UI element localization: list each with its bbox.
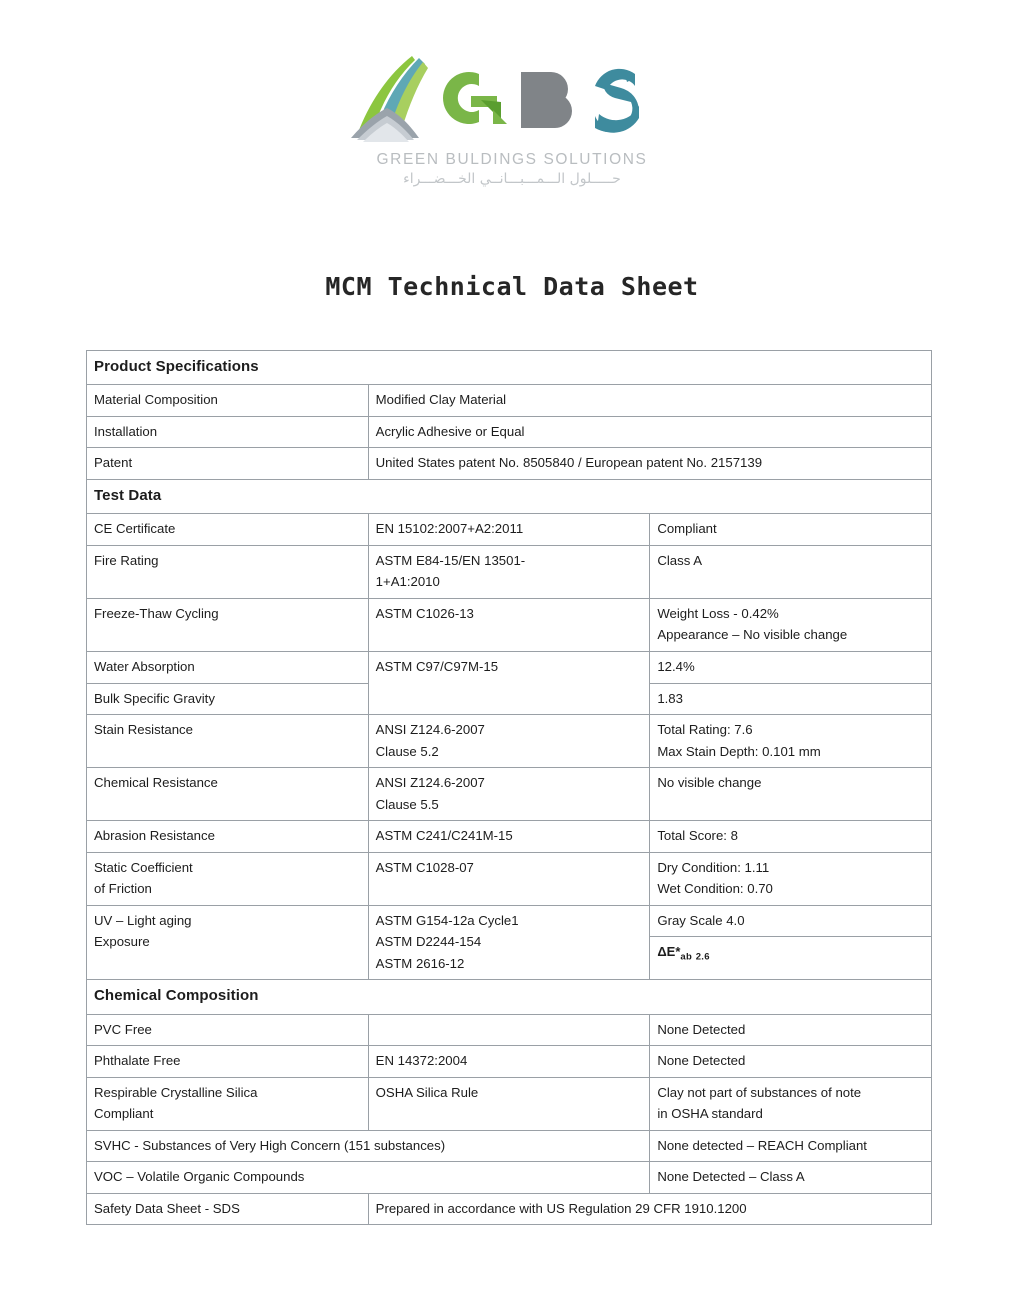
row-result xyxy=(650,852,932,905)
section-heading-product-specifications: Product Specifications xyxy=(87,351,932,385)
row-label: Water Absorption xyxy=(87,652,369,684)
delta-e-value: 2.6 xyxy=(695,951,710,963)
row-label: Abrasion Resistance xyxy=(87,821,369,853)
row-result: No visible change xyxy=(650,768,932,821)
row-standard xyxy=(368,545,650,598)
row-result: None Detected – Class A xyxy=(650,1162,932,1194)
logo-tagline-arabic: حـــــلول الـــمـــبـــانــي الخـــضـــراء xyxy=(403,171,621,187)
label-line: Respirable Crystalline Silica xyxy=(94,1084,258,1100)
section-header-row xyxy=(87,351,932,385)
table-row xyxy=(87,598,932,651)
row-standard: United States patent No. 8505840 / European patent No. 2157139 xyxy=(368,448,931,480)
row-result-split xyxy=(650,905,932,980)
table-row xyxy=(87,715,932,768)
row-label: Installation xyxy=(87,416,369,448)
result-line: Max Stain Depth: 0.101 mm xyxy=(657,743,821,759)
logo-tagline: GREEN BULDINGS SOLUTIONS xyxy=(376,151,648,168)
row-result: 1.83 xyxy=(650,683,932,715)
row-label: Phthalate Free xyxy=(87,1046,369,1078)
row-label xyxy=(87,905,369,980)
row-result: Class A xyxy=(650,545,932,598)
row-standard xyxy=(368,768,650,821)
label-line: Compliant xyxy=(94,1106,154,1122)
label-line: Static Coefficient xyxy=(94,859,193,875)
result-line: in OSHA standard xyxy=(657,1106,763,1122)
row-standard: Prepared in accordance with US Regulation 29 CFR 1910.1200 xyxy=(368,1193,931,1225)
result-line: Clay not part of substances of note xyxy=(657,1084,862,1100)
row-label: Patent xyxy=(87,448,369,480)
row-label: Stain Resistance xyxy=(87,715,369,768)
company-logo xyxy=(0,52,1024,187)
table-row xyxy=(87,448,932,480)
row-standard xyxy=(368,905,650,980)
row-standard: Acrylic Adhesive or Equal xyxy=(368,416,931,448)
row-standard: Modified Clay Material xyxy=(368,385,931,417)
table-row xyxy=(87,1046,932,1078)
row-standard: ASTM C1028-07 xyxy=(368,852,650,905)
table-row xyxy=(87,652,932,684)
row-standard: OSHA Silica Rule xyxy=(368,1077,650,1130)
standard-line: 1+A1:2010 xyxy=(375,574,440,590)
table-row xyxy=(87,545,932,598)
standard-line: ASTM 2616-12 xyxy=(375,955,465,971)
row-standard xyxy=(368,715,650,768)
row-label xyxy=(87,1077,369,1130)
result-line: Dry Condition: 1.11 xyxy=(657,859,770,875)
row-label: PVC Free xyxy=(87,1014,369,1046)
table-row xyxy=(87,1077,932,1130)
row-standard: ASTM C97/C97M-15 xyxy=(368,652,650,715)
row-label: Material Composition xyxy=(87,385,369,417)
standard-line: ANSI Z124.6-2007 xyxy=(375,722,485,738)
row-standard: EN 15102:2007+A2:2011 xyxy=(368,514,650,546)
table-row xyxy=(87,385,932,417)
standard-line: ASTM G154-12a Cycle1 xyxy=(375,912,519,928)
section-header-row xyxy=(87,980,932,1014)
standard-line: ASTM D2244-154 xyxy=(375,934,482,950)
delta-e-subscript: ab xyxy=(680,951,693,963)
page-title: MCM Technical Data Sheet xyxy=(325,272,699,301)
table-row xyxy=(87,768,932,821)
section-header-row xyxy=(87,479,932,513)
gbs-wordmark-icon xyxy=(435,52,675,144)
row-standard xyxy=(368,1014,650,1046)
standard-line: ANSI Z124.6-2007 xyxy=(375,775,485,791)
result-gray-scale: Gray Scale 4.0 xyxy=(650,906,931,938)
result-line: Weight Loss - 0.42% xyxy=(657,605,779,621)
row-result: 12.4% xyxy=(650,652,932,684)
table-row xyxy=(87,821,932,853)
section-heading-test-data: Test Data xyxy=(87,479,932,513)
label-line: of Friction xyxy=(94,881,152,897)
result-delta-e xyxy=(650,937,931,970)
delta-e-symbol: ΔE* xyxy=(657,944,681,960)
row-result: None detected – REACH Compliant xyxy=(650,1130,932,1162)
section-heading-chemical-composition: Chemical Composition xyxy=(87,980,932,1014)
row-result: None Detected xyxy=(650,1046,932,1078)
result-line: Wet Condition: 0.70 xyxy=(657,881,773,897)
table-row xyxy=(87,852,932,905)
row-standard: ASTM C241/C241M-15 xyxy=(368,821,650,853)
row-standard: EN 14372:2004 xyxy=(368,1046,650,1078)
row-label: Freeze-Thaw Cycling xyxy=(87,598,369,651)
logo-mark-row xyxy=(349,52,675,144)
standard-line: ASTM E84-15/EN 13501- xyxy=(375,552,526,568)
row-result xyxy=(650,1077,932,1130)
table-row xyxy=(87,1014,932,1046)
table-row xyxy=(87,416,932,448)
row-label: VOC – Volatile Organic Compounds xyxy=(87,1162,650,1194)
row-label: Chemical Resistance xyxy=(87,768,369,821)
result-line: Appearance – No visible change xyxy=(657,627,848,643)
row-result xyxy=(650,715,932,768)
row-label: Safety Data Sheet - SDS xyxy=(87,1193,369,1225)
table-row xyxy=(87,1162,932,1194)
row-label: Fire Rating xyxy=(87,545,369,598)
technical-data-table xyxy=(86,350,932,1225)
standard-line: Clause 5.2 xyxy=(375,743,439,759)
row-standard: ASTM C1026-13 xyxy=(368,598,650,651)
leaf-swoosh-icon xyxy=(349,52,439,144)
table-row xyxy=(87,905,932,980)
row-result xyxy=(650,598,932,651)
row-result: None Detected xyxy=(650,1014,932,1046)
table-row xyxy=(87,1193,932,1225)
result-line: Total Rating: 7.6 xyxy=(657,722,753,738)
row-label: SVHC - Substances of Very High Concern (151 substances) xyxy=(87,1130,650,1162)
row-label: Bulk Specific Gravity xyxy=(87,683,369,715)
standard-line: Clause 5.5 xyxy=(375,796,439,812)
technical-data-table-wrap xyxy=(86,350,932,1225)
row-label xyxy=(87,852,369,905)
table-row xyxy=(87,1130,932,1162)
row-result: Compliant xyxy=(650,514,932,546)
row-label: CE Certificate xyxy=(87,514,369,546)
table-row xyxy=(87,514,932,546)
label-line: Exposure xyxy=(94,934,150,950)
row-result: Total Score: 8 xyxy=(650,821,932,853)
label-line: UV – Light aging xyxy=(94,912,192,928)
